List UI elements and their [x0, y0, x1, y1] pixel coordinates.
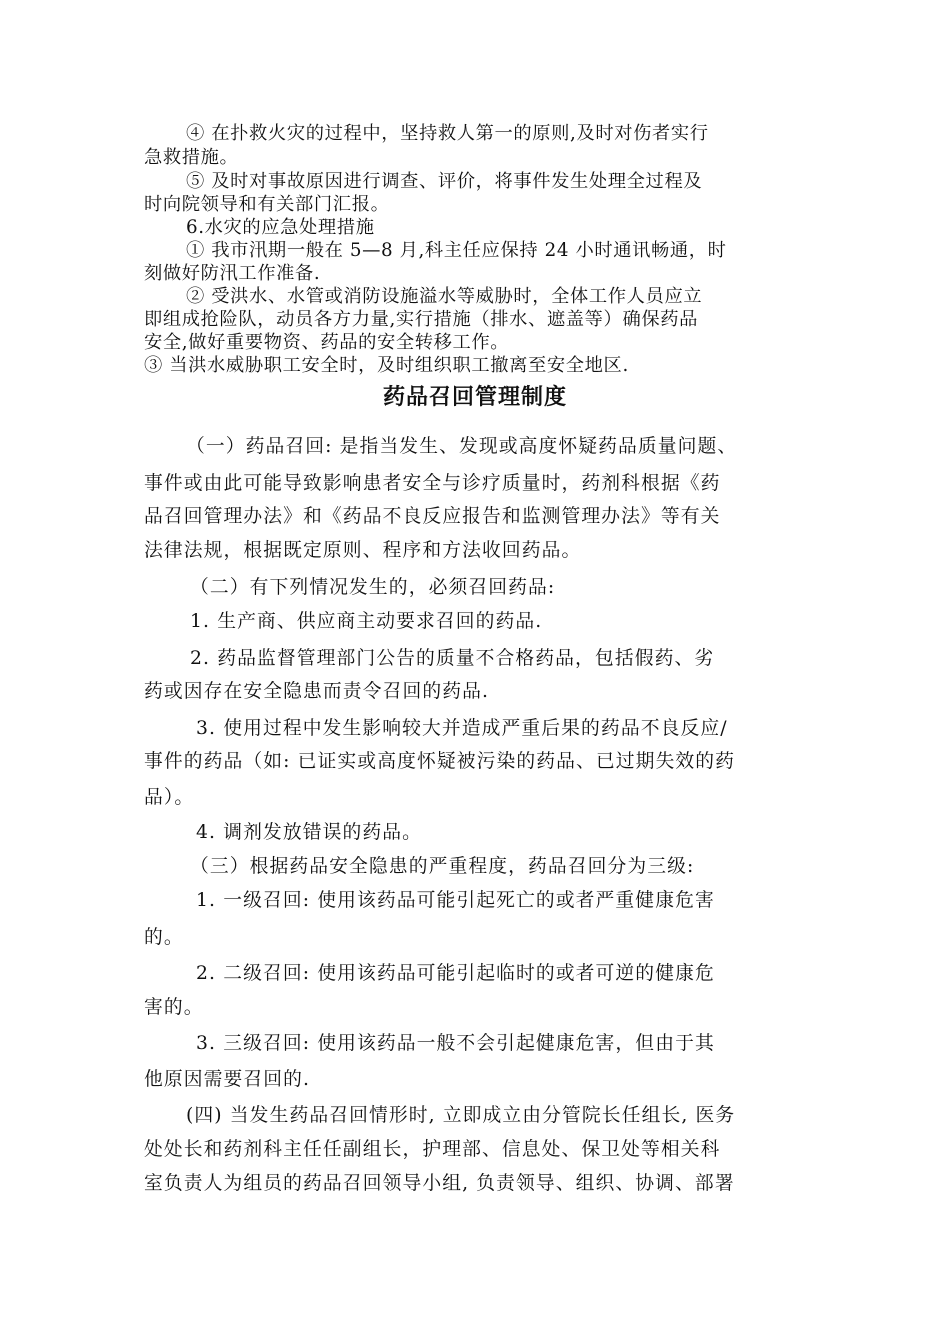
paragraph-line: ④ 在扑救火灾的过程中，坚持救人第一的原则,及时对伤者实行 — [186, 123, 709, 144]
paragraph-line: 安全,做好重要物资、药品的安全转移工作。 — [144, 332, 510, 353]
list-item-line: 药或因存在安全隐患而责令召回的药品. — [144, 681, 490, 702]
paragraph-line: ③ 当洪水威胁职工安全时，及时组织职工撤离至安全地区. — [144, 355, 629, 376]
list-item-line: 事件的药品（如: 已证实或高度怀疑被污染的药品、已过期失效的药 — [144, 751, 736, 772]
paragraph-line: (四) 当发生药品召回情形时, 立即成立由分管院长任组长, 医务 — [186, 1105, 736, 1126]
paragraph-line: 处处长和药剂科主任任副组长，护理部、信息处、保卫处等相关科 — [144, 1139, 721, 1160]
paragraph-line: （二）有下列情况发生的，必须召回药品: — [190, 577, 556, 598]
list-item-line: 品）。 — [144, 787, 195, 808]
list-item-line: 2. 药品监督管理部门公告的质量不合格药品，包括假药、劣 — [190, 648, 715, 669]
paragraph-line: （一）药品召回: 是指当发生、发现或高度怀疑药品质量问题、 — [186, 436, 738, 457]
paragraph-line: 事件或由此可能导致影响患者安全与诊疗质量时，药剂科根据《药 — [144, 473, 721, 494]
paragraph-line: ② 受洪水、水管或消防设施溢水等威胁时，全体工作人员应立 — [186, 286, 703, 307]
paragraph-line: 品召回管理办法》和《药品不良反应报告和监测管理办法》等有关 — [144, 506, 721, 527]
paragraph-line: 急救措施。 — [144, 147, 239, 168]
subheading-line: 6.水灾的应急处理措施 — [186, 217, 375, 238]
list-item-line: 的。 — [144, 927, 184, 948]
paragraph-line: 即组成抢险队，动员各方力量,实行措施（排水、遮盖等）确保药品 — [144, 309, 698, 330]
document-title: 药品召回管理制度 — [382, 385, 567, 410]
paragraph-line: （三）根据药品安全隐患的严重程度，药品召回分为三级: — [190, 856, 695, 877]
list-item-line: 1. 生产商、供应商主动要求召回的药品. — [190, 611, 543, 632]
paragraph-line: 室负责人为组员的药品召回领导小组, 负责领导、组织、协调、部署 — [144, 1173, 735, 1194]
list-item-line: 3. 使用过程中发生影响较大并造成严重后果的药品不良反应/ — [196, 718, 728, 739]
paragraph-line: 法律法规，根据既定原则、程序和方法收回药品。 — [144, 540, 582, 561]
list-item-line: 他原因需要召回的. — [144, 1069, 311, 1090]
paragraph-line: ⑤ 及时对事故原因进行调查、评价，将事件发生处理全过程及 — [186, 171, 703, 192]
list-item-line: 2. 二级召回: 使用该药品可能引起临时的或者可逆的健康危 — [196, 963, 715, 984]
paragraph-line: ① 我市汛期一般在 5—8 月,科主任应保持 24 小时通讯畅通，时 — [186, 240, 727, 261]
paragraph-line: 时向院领导和有关部门汇报。 — [144, 194, 390, 215]
paragraph-line: 刻做好防汛工作准备. — [144, 263, 321, 284]
list-item-line: 害的。 — [144, 997, 204, 1018]
list-item-line: 3. 三级召回: 使用该药品一般不会引起健康危害，但由于其 — [196, 1033, 715, 1054]
list-item-line: 1. 一级召回: 使用该药品可能引起死亡的或者严重健康危害 — [196, 890, 715, 911]
list-item-line: 4. 调剂发放错误的药品。 — [196, 822, 423, 843]
